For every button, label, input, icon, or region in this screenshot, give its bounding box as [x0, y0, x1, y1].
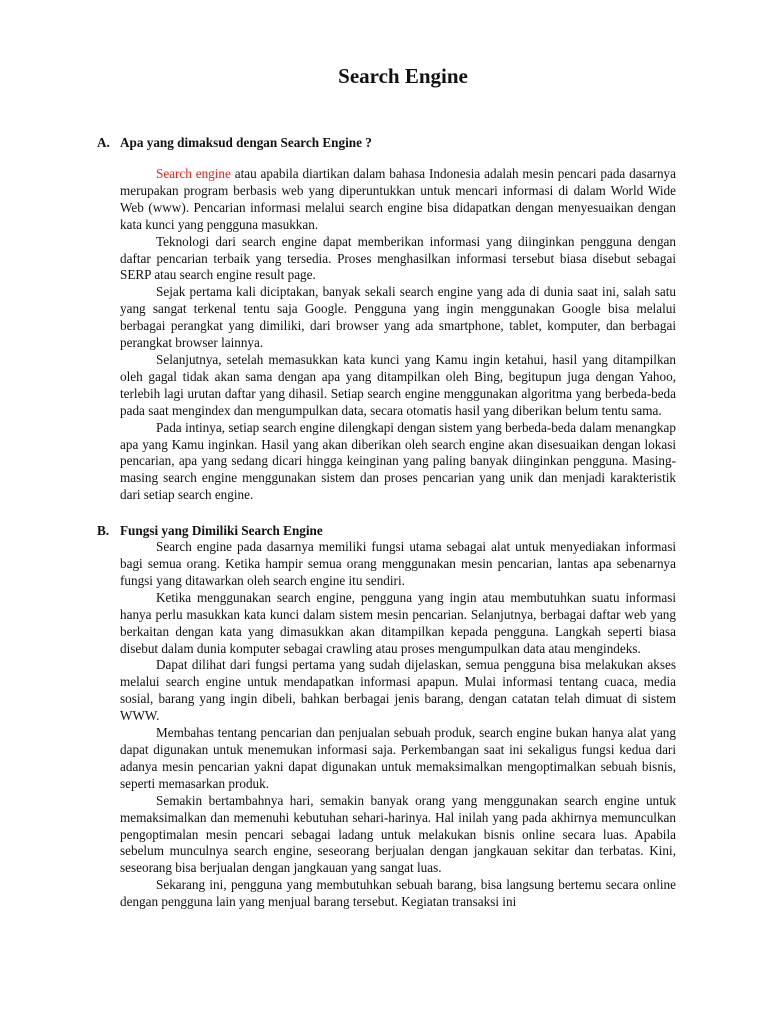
- section-heading-text: Fungsi yang Dimiliki Search Engine: [120, 523, 323, 539]
- paragraph: Pada intinya, setiap search engine dilengkapi dengan sistem yang berbeda-beda dalam menangkap apa yang Kamu inginkan. Hasil yang akan diberikan oleh search engine akan disesuaikan dengan lokasi pencarian, apa yang sedang dicari hingga keinginan yang paling banyak diinginkan pengguna. Masing-masing search engine menggunakan sistem dan proses pencarian yang unik dan menjadi karakteristik dari setiap search engine.: [120, 419, 676, 503]
- paragraph: Semakin bertambahnya hari, semakin banyak orang yang menggunakan search engine untuk memaksimalkan dan memenuhi kebutuhan sehari-harinya. Hal inilah yang pada akhirnya memunculkan pengoptimalan mesin pencari sebagai ladang untuk melakukan bisnis online secara luas. Apabila sebelum munculnya search engine, seseorang berjualan dengan jangkauan sekitar dan terbatas. Kini, seseorang bisa berjualan dengan jangkauan yang sangat luas.: [120, 792, 676, 876]
- paragraph: Selanjutnya, setelah memasukkan kata kunci yang Kamu ingin ketahui, hasil yang ditampilkan oleh gagal tidak akan sama dengan apa yang ditampilkan oleh Bing, begitupun juga dengan Yahoo, terlebih lagi urutan daftar yang dihasil. Setiap search engine menggunakan algoritma yang berbeda-beda pada saat mengindex dan mengumpulkan data, secara otomatis hasil yang diberikan belum tentu sama.: [120, 351, 676, 418]
- paragraph: Search engine pada dasarnya memiliki fungsi utama sebagai alat untuk menyediakan informasi bagi semua orang. Ketika hampir semua orang menggunakan mesin pencarian, lantas apa sebenarnya fungsi yang ditawarkan oleh search engine itu sendiri.: [120, 539, 676, 588]
- section-heading: [97, 134, 676, 151]
- section-letter: A.: [97, 135, 110, 150]
- paragraph: Sekarang ini, pengguna yang membutuhkan sebuah barang, bisa langsung bertemu secara online dengan pengguna lain yang menjual barang tersebut. Kegiatan transaksi ini: [120, 877, 676, 910]
- paragraph: Teknologi dari search engine dapat memberikan informasi yang diinginkan pengguna dengan daftar pencarian terbaik yang tersedia. Proses menghasilkan informasi tersebut biasa disebut sebagai SERP atau search engine result page.: [120, 233, 676, 283]
- paragraph: Dapat dilihat dari fungsi pertama yang sudah dijelaskan, semua pengguna bisa melakukan akses melalui search engine untuk mendapatkan informasi apapun. Mulai informasi tentang cuaca, media sosial, barang yang ingin dibeli, bahkan berbagai jenis barang, dengan catatan telah dimuat di sistem WWW.: [120, 657, 676, 724]
- highlighted-term: Search engine: [156, 166, 231, 181]
- paragraph-text: atau apabila diartikan dalam bahasa Indonesia adalah mesin pencari pada dasarnya merupakan program berbasis web yang diperuntukkan untuk mencari informasi di dalam World Wide Web (www). Pencarian informasi melalui search engine bisa didapatkan dengan menyesuaikan dengan kata kunci yang pengguna masukkan.: [120, 166, 676, 232]
- section-b: [97, 522, 676, 911]
- section-letter: B.: [97, 523, 110, 539]
- paragraph: Ketika menggunakan search engine, pengguna yang ingin atau membutuhkan suatu informasi hanya perlu masukkan kata kunci dalam sistem mesin pencarian. Selanjutnya, berbagai daftar web yang berkaitan dengan kata yang dimasukkan akan ditampilkan kepada pengguna. Langkah seperti biasa disebut dalam dunia komputer sebagai crawling atau proses mengumpulkan data atau mengindeks.: [120, 589, 676, 656]
- section-heading: [97, 522, 676, 539]
- section-heading-text: Apa yang dimaksud dengan Search Engine ?: [120, 135, 372, 150]
- section-a: [97, 134, 676, 504]
- paragraph: Membahas tentang pencarian dan penjualan sebuah produk, search engine bukan hanya alat yang dapat digunakan untuk menemukan informasi saja. Perkembangan saat ini sekaligus fungsi kedua dari adanya mesin pencarian yakni dapat digunakan untuk memaksimalkan mengoptimalkan sebuah bisnis, seperti memasarkan produk.: [120, 725, 676, 791]
- paragraph: [120, 166, 676, 234]
- page-title: Search Engine: [338, 64, 468, 88]
- paragraph: Sejak pertama kali diciptakan, banyak sekali search engine yang ada di dunia saat ini, salah satu yang sangat terkenal tentu saja Google. Pengguna yang ingin menggunakan Google bisa melalui berbagai perangkat yang dimiliki, dari browser yang ada smartphone, tablet, komputer, dan berbagai perangkat browser lainnya.: [120, 284, 676, 351]
